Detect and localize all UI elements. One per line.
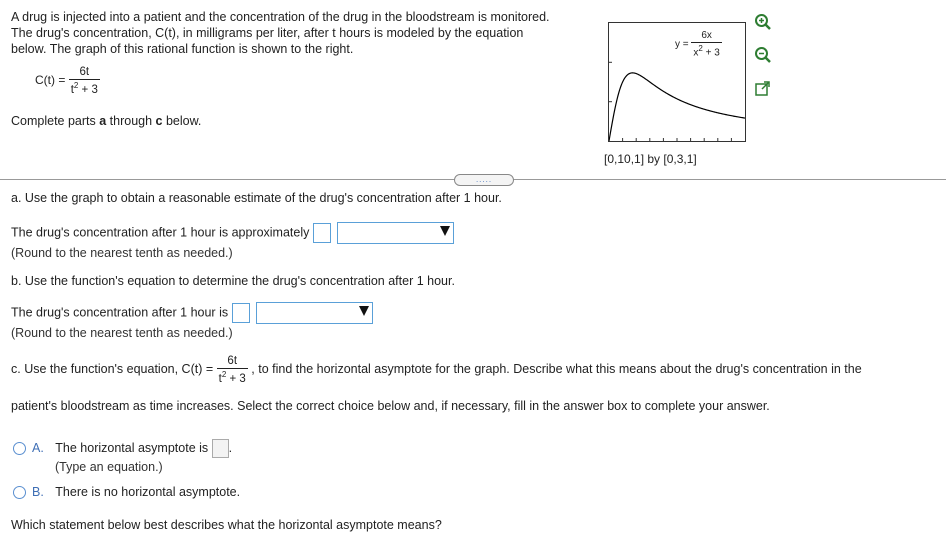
part-c-question-post: , to find the horizontal asymptote for the graph. Describe what this means about the drug's concentration in the <box>251 362 862 377</box>
graph-eq-lhs: y = <box>675 38 689 50</box>
zoom-in-icon[interactable] <box>754 13 772 31</box>
intro-line-2: The drug's concentration, C(t), in milligrams per liter, after t hours is modeled by the equation <box>11 26 524 40</box>
choice-b-text: There is no horizontal asymptote. <box>55 485 241 499</box>
equation-numerator: 6t <box>79 66 90 78</box>
function-curve <box>609 73 745 141</box>
handle-dots: ..... <box>475 175 493 184</box>
complete-pre: Complete parts <box>11 114 100 128</box>
choice-a-answer-input[interactable] <box>212 439 229 458</box>
final-question: Which statement below best describes what the horizontal asymptote means? <box>11 518 442 532</box>
equation-denominator <box>69 79 100 96</box>
choice-a-text: The horizontal asymptote is <box>55 440 209 455</box>
graph-equation <box>675 30 722 58</box>
choice-a-radio[interactable] <box>13 442 26 455</box>
x-axis-ticks <box>623 138 732 141</box>
choice-b-radio[interactable] <box>13 486 26 499</box>
complete-a: a <box>99 114 107 128</box>
complete-c: c <box>155 114 163 128</box>
choice-b-letter: B. <box>32 485 44 499</box>
part-a-answer-row <box>11 222 454 244</box>
part-c-question-pre: c. Use the function's equation, C(t) = <box>11 362 214 377</box>
part-a-answer-prefix: The drug's concentration after 1 hour is approximately <box>11 225 310 240</box>
part-b-question: b. Use the function's equation to determine the drug's concentration after 1 hour. <box>11 274 455 288</box>
choice-b[interactable] <box>13 485 240 499</box>
part-b-answer-row <box>11 302 373 324</box>
part-b-hint: (Round to the nearest tenth as needed.) <box>11 326 233 340</box>
complete-parts-text <box>11 114 201 128</box>
intro-line-3: below. The graph of this rational function is shown to the right. <box>11 42 354 56</box>
graph-den-exp: 2 <box>698 44 703 53</box>
graph-window-label: [0,10,1] by [0,3,1] <box>604 152 697 166</box>
part-c-question <box>11 355 862 385</box>
den-base: t <box>70 83 74 96</box>
resize-handle[interactable] <box>454 174 514 186</box>
part-b-units-dropdown[interactable] <box>256 302 373 324</box>
part-c-den-base: t <box>218 372 222 385</box>
part-a-answer-input[interactable] <box>313 223 331 243</box>
equation-lhs: C(t) = <box>35 73 66 88</box>
complete-mid: through <box>106 114 156 128</box>
dropdown-arrow-icon <box>359 306 369 316</box>
part-c-question-line-2: patient's bloodstream as time increases. Select the correct choice below and, if necessary, fill in the answer box to complete your answer. <box>11 399 770 413</box>
intro-line-1: A drug is injected into a patient and the concentration of the drug in the bloodstream is monitored. <box>11 10 550 24</box>
graph-eq-fraction <box>691 30 721 58</box>
part-a-units-dropdown[interactable] <box>337 222 454 244</box>
graph-den-rest: + 3 <box>702 47 720 59</box>
part-a-question: a. Use the graph to obtain a reasonable estimate of the drug's concentration after 1 hour. <box>11 191 502 205</box>
part-a-hint: (Round to the nearest tenth as needed.) <box>11 246 233 260</box>
part-c-fraction <box>217 355 248 385</box>
dropdown-arrow-icon <box>440 226 450 236</box>
problem-intro <box>11 9 591 57</box>
choice-a[interactable] <box>13 439 232 458</box>
choice-a-letter: A. <box>32 440 44 455</box>
den-exp: 2 <box>73 81 79 90</box>
den-rest: + 3 <box>78 83 98 96</box>
y-axis-ticks <box>609 62 612 101</box>
graph-den-base: x <box>693 47 699 59</box>
complete-post: below. <box>162 114 202 128</box>
part-c-numerator: 6t <box>227 355 238 367</box>
graph-eq-numerator: 6x <box>701 30 712 41</box>
part-b-answer-input[interactable] <box>232 303 250 323</box>
part-b-answer-prefix: The drug's concentration after 1 hour is <box>11 305 229 320</box>
part-c-denominator <box>217 368 248 385</box>
part-c-den-rest: + 3 <box>226 372 246 385</box>
choice-a-hint: (Type an equation.) <box>55 460 163 474</box>
zoom-out-icon[interactable] <box>754 46 772 64</box>
main-equation <box>35 66 100 96</box>
part-c-den-exp: 2 <box>221 370 227 379</box>
equation-fraction <box>69 66 100 96</box>
graph-eq-denominator <box>691 42 721 58</box>
choice-a-period: . <box>228 440 233 455</box>
popout-icon[interactable] <box>754 80 772 98</box>
